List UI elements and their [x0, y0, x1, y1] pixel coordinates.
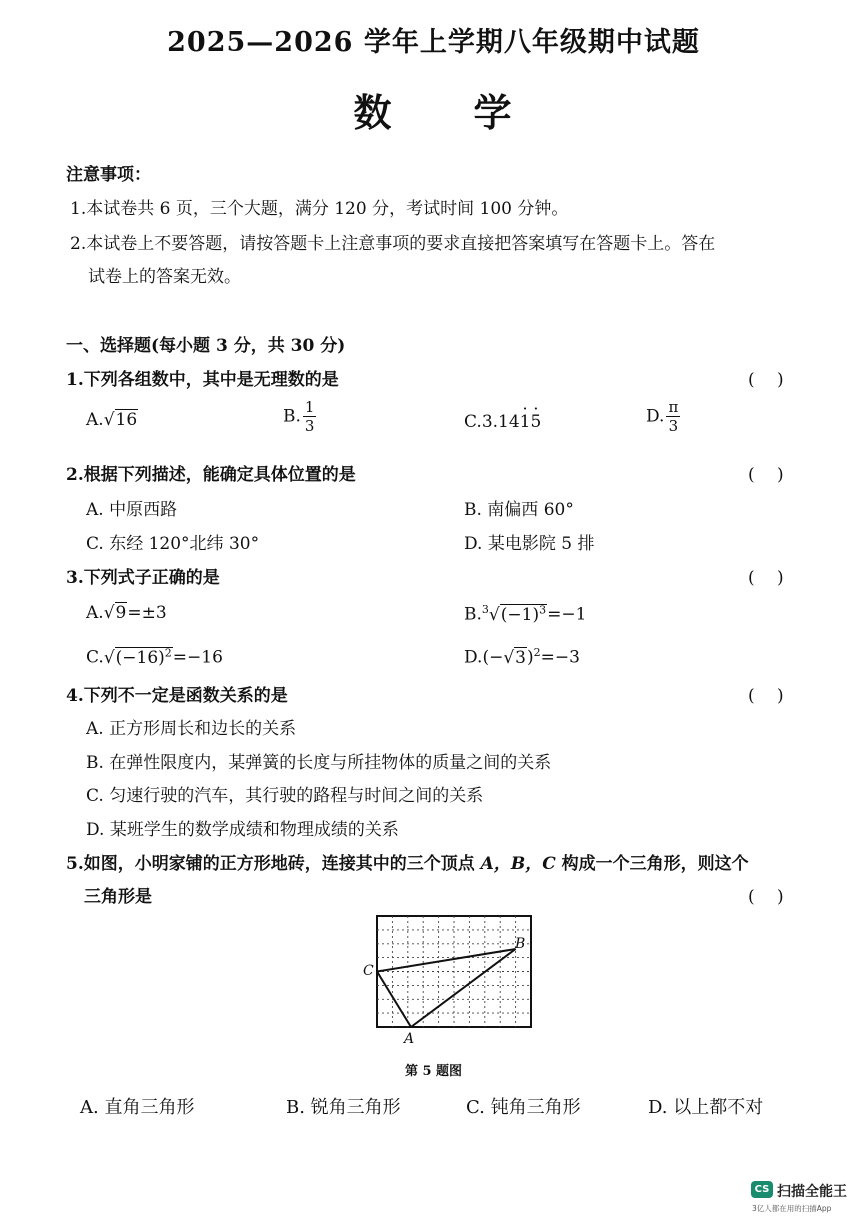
- radicand-base: (−16): [115, 647, 165, 668]
- q5-option-d: D. 以上都不对: [648, 1097, 764, 1118]
- answer-paren-q5: ( ): [748, 887, 784, 907]
- sqrt-symbol: √: [103, 410, 115, 430]
- q4-option-a: A. 正方形周长和边长的关系: [86, 719, 297, 739]
- paren-open: (−: [482, 647, 504, 668]
- exponent: 2: [533, 646, 541, 659]
- subject-title: 数 学: [353, 90, 514, 135]
- fraction: [666, 400, 680, 434]
- q1-option-c: [464, 412, 541, 432]
- sqrt-symbol: √: [103, 647, 115, 668]
- scanner-tagline: 3亿人都在用的扫描App: [752, 1204, 832, 1213]
- equation-rest: =−3: [540, 647, 580, 668]
- option-label: B.: [283, 406, 301, 427]
- question-2-stem: 2.根据下列描述，能确定具体位置的是: [66, 465, 356, 485]
- scanner-logo-icon: CS: [751, 1181, 773, 1198]
- q3-option-b: [464, 603, 586, 625]
- q2-option-d: D. 某电影院 5 排: [464, 534, 595, 554]
- notice-item-1: 1.本试卷共 6 页，三个大题，满分 120 分，考试时间 100 分钟。: [70, 199, 569, 219]
- q4-option-d: D. 某班学生的数学成绩和物理成绩的关系: [86, 820, 399, 840]
- radicand: 9: [115, 603, 127, 623]
- q1-option-a: [86, 410, 138, 430]
- stem-text-pre: 5.如图，小明家铺的正方形地砖，连接其中的三个顶点: [66, 854, 481, 874]
- vertex-label-a: A: [404, 1031, 415, 1047]
- numerator: 1: [304, 398, 315, 416]
- stem-text-post: 构成一个三角形，则这个: [555, 854, 749, 874]
- equation-rest: =−1: [547, 604, 587, 625]
- notice-item-2-line-2: 试卷上的答案无效。: [88, 267, 241, 287]
- radicand: 3: [515, 647, 526, 668]
- q4-option-b: B. 在弹性限度内，某弹簧的长度与所挂物体的质量之间的关系: [86, 753, 552, 773]
- vertex-label-c: C: [363, 963, 374, 979]
- option-label: C.: [464, 412, 482, 432]
- q3-option-a: [86, 603, 167, 623]
- answer-paren-q4: ( ): [748, 686, 784, 706]
- notice-item-2-line-1: 2.本试卷上不要答题，请按答题卡上注意事项的要求直接把答案填写在答题卡上。答在: [70, 234, 716, 254]
- equation-rest: =±3: [127, 603, 167, 623]
- q3-option-d: [464, 646, 580, 668]
- question-5-stem-line-1: [66, 849, 749, 874]
- question-3-stem: 3.下列式子正确的是: [66, 568, 220, 588]
- option-label: C.: [86, 647, 104, 668]
- scanner-app-name: 扫描全能王: [777, 1184, 847, 1200]
- answer-paren-q3: ( ): [748, 568, 784, 588]
- exam-title: 2025—2026 学年上学期八年级期中试题: [167, 27, 700, 58]
- numerator: π: [668, 398, 679, 416]
- q2-option-a: A. 中原西路: [86, 500, 178, 520]
- sqrt-symbol: √: [103, 603, 115, 623]
- answer-paren-q1: ( ): [748, 370, 784, 390]
- q5-option-a: A. 直角三角形: [80, 1097, 195, 1118]
- stem-vertices: A，B，C: [480, 854, 556, 874]
- triangle-abc: [377, 949, 516, 1027]
- decimal-part: 3.14: [481, 412, 520, 432]
- denominator: 3: [304, 417, 315, 435]
- equation-rest: =−16: [172, 647, 223, 668]
- paren-close: ): [527, 647, 534, 668]
- q2-option-c: C. 东经 120°北纬 30°: [86, 534, 260, 554]
- notice-heading: 注意事项：: [66, 165, 151, 185]
- exponent: 2: [164, 646, 172, 659]
- section-heading: 一、选择题(每小题 3 分，共 30 分): [66, 336, 346, 356]
- option-label: A.: [86, 410, 104, 430]
- question-1-stem: 1.下列各组数中，其中是无理数的是: [66, 370, 339, 390]
- repeating-digit-2: 5 ·: [531, 412, 542, 432]
- q5-option-c: C. 钝角三角形: [466, 1097, 581, 1118]
- option-label: B.: [464, 604, 482, 625]
- repeating-digit-1: 1 ·: [520, 412, 531, 432]
- answer-paren-q2: ( ): [748, 465, 784, 485]
- q3-option-c: [86, 646, 223, 668]
- exponent: 3: [539, 603, 547, 616]
- q5-option-b: B. 锐角三角形: [286, 1097, 401, 1118]
- q4-option-c: C. 匀速行驶的汽车，其行驶的路程与时间之间的关系: [86, 786, 484, 806]
- q1-option-d: [646, 400, 680, 434]
- tile-grid-figure: [355, 912, 545, 1047]
- radicand: [115, 647, 173, 668]
- figure-caption: 第 5 题图: [404, 1064, 463, 1079]
- radicand: [500, 604, 547, 625]
- radicand-base: (−1): [500, 604, 540, 625]
- radicand: 16: [115, 410, 138, 430]
- option-label: D.: [646, 406, 665, 427]
- vertex-label-b: B: [515, 936, 526, 952]
- question-5-stem-line-2: 三角形是: [84, 887, 152, 907]
- sqrt-symbol: √: [503, 647, 515, 668]
- q1-option-b: [283, 400, 316, 434]
- question-4-stem: 4.下列不一定是函数关系的是: [66, 686, 288, 706]
- fraction: [303, 400, 317, 434]
- option-label: A.: [86, 603, 104, 623]
- root-index: 3: [481, 603, 489, 616]
- option-label: D.: [464, 647, 483, 668]
- cube-root-symbol: √: [488, 604, 500, 625]
- q2-option-b: B. 南偏西 60°: [464, 500, 574, 520]
- denominator: 3: [668, 417, 679, 435]
